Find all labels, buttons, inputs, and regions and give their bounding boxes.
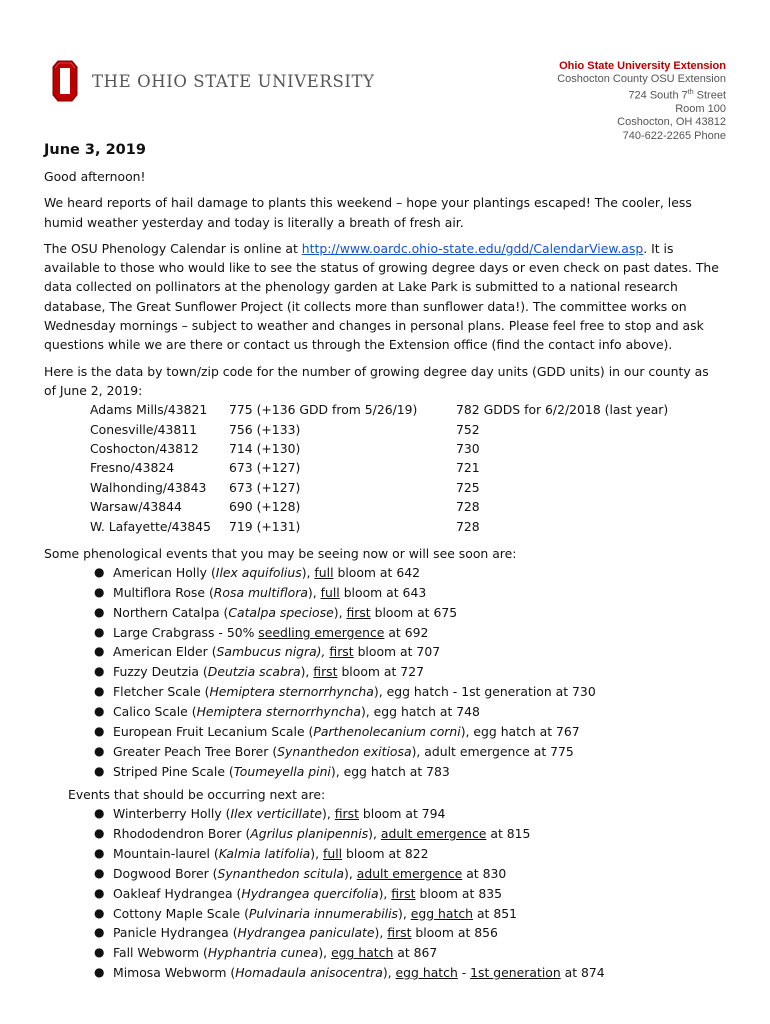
gdd-table (90, 400, 668, 536)
event-detail: at 815 (486, 826, 531, 842)
scientific-name: Pulvinaria innumerabilis (248, 905, 399, 921)
event-item (44, 904, 724, 924)
event-name: Mimosa Webworm ( (113, 965, 236, 981)
event-separator: ), egg hatch - 1st generation at 730 (373, 684, 596, 700)
event-item (44, 583, 724, 603)
university-logo (50, 60, 375, 102)
current-events-list (44, 563, 724, 781)
gdd-cell-last: 728 (456, 518, 480, 534)
scientific-name: Hydrangea paniculate (237, 925, 375, 941)
event-detail: at 851 (473, 905, 517, 921)
event-stage: full (314, 565, 334, 581)
event-detail: bloom at 794 (358, 806, 446, 822)
event-stage: egg hatch (395, 965, 458, 981)
paragraph-hail: We heard reports of hail damage to plants this weekend – hope your plantings escaped! The cooler, less humid weather yesterday and today is literally a breath of fresh air. (44, 195, 692, 230)
event-separator: ), (374, 925, 388, 941)
event-stage: egg hatch (410, 905, 473, 921)
scientific-name: Hemiptera sternorrhyncha (196, 704, 361, 720)
scientific-name: Ilex verticillate (230, 806, 323, 822)
gdd-cell-town: Coshocton/43812 (90, 441, 199, 457)
event-item (44, 804, 724, 824)
greeting: Good afternoon! (44, 169, 146, 184)
bullet-icon: ● (94, 664, 105, 679)
gdd-row (90, 420, 668, 439)
event-detail: bloom at 707 (353, 644, 441, 660)
event-name: European Fruit Lecanium Scale ( (113, 723, 314, 739)
street-address: 724 South 7th Street (628, 89, 726, 103)
calendar-link[interactable]: http://www.oardc.ohio-state.edu/gdd/CalendarView.asp (301, 240, 644, 256)
bullet-icon: ● (94, 704, 105, 719)
scientific-name: Homadaula anisocentra (235, 965, 383, 981)
event-item (44, 662, 724, 682)
gdd-cell-gdd: 690 (+128) (229, 499, 301, 515)
gdd-cell-last: 730 (456, 441, 480, 457)
gdd-cell-town: Walhonding/43843 (90, 479, 207, 495)
event-stage: first (313, 664, 338, 680)
event-detail: at 867 (393, 945, 438, 961)
event-detail: bloom at 727 (337, 664, 424, 680)
event-separator: ), (301, 565, 315, 581)
gdd-cell-last: 721 (456, 460, 480, 476)
event-separator: ), adult emergence at 775 (411, 743, 574, 759)
scientific-name: Hyphantria cunea (207, 945, 319, 961)
event-item (44, 563, 724, 583)
event-detail: bloom at 835 (415, 885, 502, 901)
gdd-cell-gdd: 756 (+133) (229, 421, 301, 437)
event-stage: first (329, 644, 354, 660)
gdd-row (90, 478, 668, 497)
event-name: Northern Catalpa ( (113, 604, 229, 620)
event-item (44, 824, 724, 844)
bullet-icon: ● (94, 846, 105, 861)
gdd-cell-gdd: 714 (+130) (229, 441, 301, 457)
gdd-cell-last: 782 GDDS for 6/2/2018 (last year) (456, 402, 669, 418)
next-events-intro: Events that should be occurring next are: (68, 787, 326, 803)
event-name: Large Crabgrass - 50% (113, 624, 259, 640)
office-name: Coshocton County OSU Extension (557, 73, 726, 86)
address-block (557, 60, 726, 143)
gdd-cell-town: W. Lafayette/43845 (90, 518, 212, 534)
paragraph-gdd-intro: Here is the data by town/zip code for the number of growing degree day units (GDD units) in our county as of June 2, 2019: (44, 363, 709, 398)
scientific-name: Rosa multiflora (213, 584, 308, 600)
event-separator: ), (382, 965, 396, 981)
scientific-name: Kalmia latifolia (218, 846, 311, 862)
event-stage: adult emergence (356, 865, 463, 881)
event-detail: bloom at 856 (411, 925, 498, 941)
event-separator: ), egg hatch at 767 (460, 723, 580, 739)
event-stage: full (323, 846, 343, 862)
gdd-cell-last: 752 (456, 421, 480, 437)
gdd-cell-last: 725 (456, 479, 480, 495)
event-detail: at 692 (384, 624, 429, 640)
scientific-name: Synanthedon exitiosa (277, 743, 412, 759)
letter-body (44, 140, 724, 983)
gdd-row (90, 497, 668, 516)
event-separator: ), (378, 885, 392, 901)
event-separator: ), (344, 865, 357, 881)
bullet-icon: ● (94, 905, 105, 920)
scientific-name: Parthenolecanium corni (313, 723, 461, 739)
bullet-icon: ● (94, 644, 105, 659)
letter-date: June 3, 2019 (44, 142, 146, 158)
bullet-icon: ● (94, 865, 105, 880)
paragraph-phenology-calendar: The OSU Phenology Calendar is online at http://www.oardc.ohio-state.edu/gdd/CalendarView.asp. It is available to those who would like to see the status of growing degree days or even check on past dates. The data collected on pollinators at the phenology garden at Lake Park is submitted to a national research database, The Great Sunflower Project (it collects more than sunflower data!). The committee works on Wednesday mornings – subject to weather and changes in personal plans. Please feel free to stop and ask questions while we are there or contact us through the Extension office (find the contact info above). (44, 240, 719, 353)
event-name: Multiflora Rose ( (113, 584, 214, 600)
gdd-cell-town: Adams Mills/43821 (90, 402, 208, 418)
gdd-cell-gdd: 673 (+127) (229, 460, 301, 476)
event-item (44, 642, 724, 662)
event-item (44, 702, 724, 722)
event-stage: adult emergence (380, 826, 487, 842)
event-detail: bloom at 675 (370, 604, 458, 620)
bullet-icon: ● (94, 684, 105, 699)
bullet-icon: ● (94, 624, 105, 639)
event-item (44, 943, 724, 963)
event-name: Calico Scale ( (113, 704, 197, 720)
bullet-icon: ● (94, 763, 105, 778)
bullet-icon: ● (94, 925, 105, 940)
event-separator: ), (333, 604, 347, 620)
org-name: Ohio State University Extension (559, 60, 726, 72)
city: Coshocton, OH 43812 (617, 116, 726, 129)
event-name: Fletcher Scale ( (113, 684, 210, 700)
event-stage: first (334, 806, 359, 822)
gdd-cell-gdd: 673 (+127) (229, 479, 301, 495)
event-item (44, 963, 724, 983)
event-item (44, 742, 724, 762)
event-stage: first (391, 885, 416, 901)
event-item (44, 762, 724, 782)
bullet-icon: ● (94, 723, 105, 738)
event-separator: ), (322, 806, 335, 822)
event-item (44, 864, 724, 884)
gdd-cell-last: 728 (456, 499, 480, 515)
bullet-icon: ● (94, 565, 105, 580)
event-name: Greater Peach Tree Borer ( (113, 743, 278, 759)
event-name: Oakleaf Hydrangea ( (113, 885, 242, 901)
scientific-name: Catalpa speciose (228, 604, 334, 620)
event-stage: seedling emergence (258, 624, 385, 640)
bullet-icon: ● (94, 826, 105, 841)
event-name: Fall Webworm ( (113, 945, 208, 961)
bullet-icon: ● (94, 604, 105, 619)
bullet-icon: ● (94, 743, 105, 758)
scientific-name: Hydrangea quercifolia (241, 885, 379, 901)
event-item (44, 884, 724, 904)
university-name: THE OHIO STATE UNIVERSITY (92, 71, 375, 91)
event-item (44, 682, 724, 702)
block-o-logo-icon (50, 60, 80, 102)
event-name: Cottony Maple Scale ( (113, 905, 249, 921)
event-detail: at 874 (560, 965, 605, 981)
event-stage: 1st generation (470, 965, 561, 981)
scientific-name: Agrilus planipennis (250, 826, 369, 842)
current-events-intro: Some phenological events that you may be seeing now or will see soon are: (44, 546, 517, 562)
event-separator: ), (300, 664, 314, 680)
scientific-name: Hemiptera sternorrhyncha (209, 684, 374, 700)
event-stage: full (320, 584, 340, 600)
event-name: Rhododendron Borer ( (113, 826, 251, 842)
event-item (44, 722, 724, 742)
event-detail: bloom at 643 (339, 584, 427, 600)
event-separator: ), egg hatch at 748 (360, 704, 480, 720)
event-detail: bloom at 642 (333, 565, 420, 581)
event-detail: bloom at 822 (342, 846, 429, 862)
scientific-name: Toumeyella pini (233, 763, 331, 779)
event-detail: at 830 (462, 865, 507, 881)
gdd-cell-gdd: 719 (+131) (229, 518, 301, 534)
gdd-cell-town: Conesville/43811 (90, 421, 198, 437)
bullet-icon: ● (94, 885, 105, 900)
event-detail: - (457, 965, 471, 981)
bullet-icon: ● (94, 945, 105, 960)
event-item (44, 923, 724, 943)
event-stage: first (346, 604, 371, 620)
event-name: Winterberry Holly ( (113, 806, 231, 822)
event-name: Panicle Hydrangea ( (113, 925, 238, 941)
phone: 740-622-2265 Phone (622, 129, 726, 142)
event-item (44, 603, 724, 623)
bullet-icon: ● (94, 806, 105, 821)
event-item (44, 844, 724, 864)
event-name: Striped Pine Scale ( (113, 763, 234, 779)
event-name: American Elder ( (113, 644, 217, 660)
room: Room 100 (675, 103, 726, 116)
event-item (44, 623, 724, 643)
event-separator: ), (318, 945, 332, 961)
event-name: Fuzzy Deutzia ( (113, 664, 208, 680)
gdd-cell-town: Fresno/43824 (90, 460, 175, 476)
gdd-row (90, 400, 668, 419)
event-separator: ), egg hatch at 783 (330, 763, 450, 779)
event-separator: ), (307, 584, 321, 600)
event-name: Dogwood Borer ( (113, 865, 218, 881)
scientific-name: Sambucus nigra), (216, 644, 330, 660)
bullet-icon: ● (94, 965, 105, 980)
gdd-cell-gdd: 775 (+136 GDD from 5/26/19) (229, 402, 418, 418)
scientific-name: Deutzia scabra (207, 664, 301, 680)
event-separator: ), (398, 905, 411, 921)
event-stage: egg hatch (331, 945, 394, 961)
gdd-row (90, 517, 668, 536)
bullet-icon: ● (94, 584, 105, 599)
event-stage: first (387, 925, 412, 941)
next-events-list (44, 804, 724, 983)
scientific-name: Ilex aquifolius (215, 565, 302, 581)
event-name: American Holly ( (113, 565, 216, 581)
event-name: Mountain-laurel ( (113, 846, 219, 862)
gdd-row (90, 439, 668, 458)
event-separator: ), (368, 826, 381, 842)
gdd-row (90, 458, 668, 477)
scientific-name: Synanthedon scitula (217, 865, 345, 881)
event-separator: ), (310, 846, 323, 862)
gdd-cell-town: Warsaw/43844 (90, 499, 182, 515)
